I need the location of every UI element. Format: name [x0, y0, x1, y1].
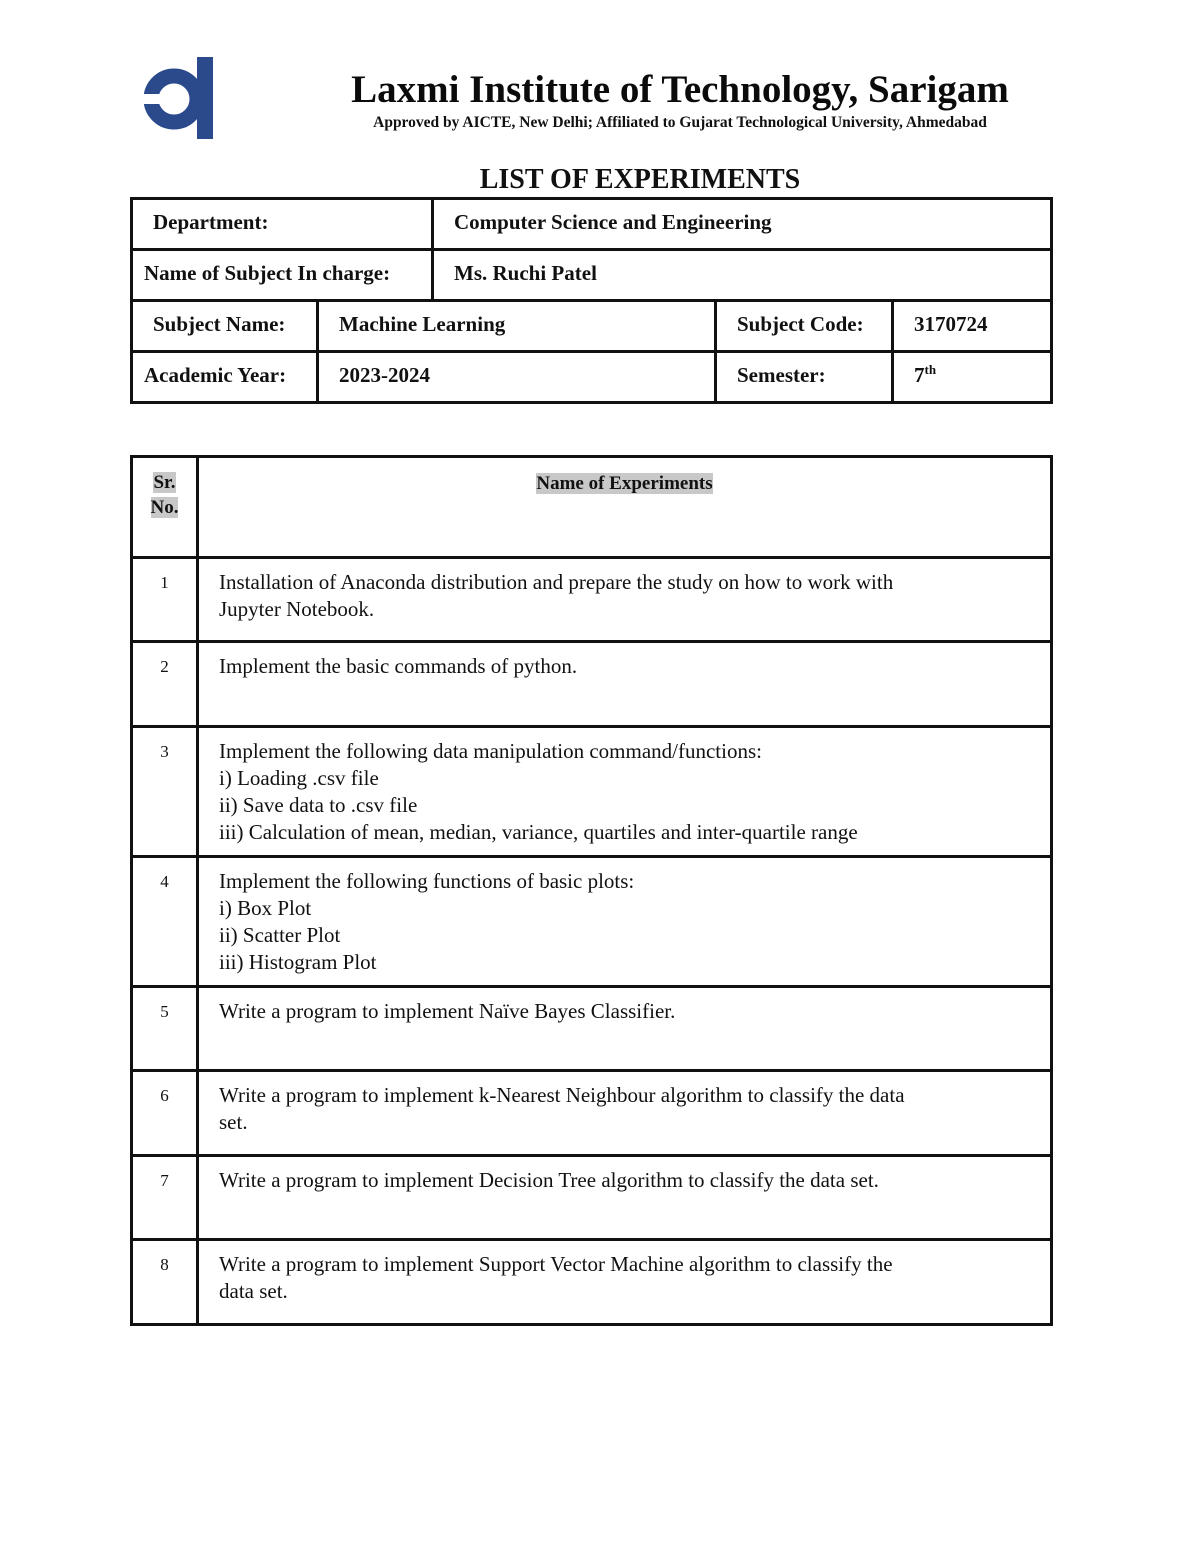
experiment-description [198, 1156, 1052, 1240]
experiment-line: iii) Histogram Plot [219, 950, 377, 974]
experiment-line: data set. [219, 1279, 288, 1303]
subject-code-label: Subject Code: [716, 301, 893, 352]
experiment-line: ii) Save data to .csv file [219, 793, 418, 817]
department-label: Department: [132, 199, 433, 250]
subject-row [132, 301, 1052, 352]
experiment-description [198, 642, 1052, 727]
table-row [132, 857, 1052, 987]
experiment-line: Write a program to implement k-Nearest Neighbour algorithm to classify the data [219, 1083, 905, 1107]
table-row [132, 558, 1052, 642]
experiment-description [198, 558, 1052, 642]
table-row [132, 1240, 1052, 1325]
department-value: Computer Science and Engineering [433, 199, 1052, 250]
subject-name-label: Subject Name: [132, 301, 318, 352]
institute-affiliation: Approved by AICTE, New Delhi; Affiliated to Gujarat Technological University, Ahmedabad [373, 114, 987, 131]
experiment-description [198, 1071, 1052, 1156]
experiment-number: 7 [132, 1156, 198, 1240]
institute-logo [140, 52, 224, 144]
experiment-number: 2 [132, 642, 198, 727]
document-title: LIST OF EXPERIMENTS [479, 164, 801, 195]
experiment-name-header-text: Name of Experiments [536, 473, 713, 494]
sr-no-header-line-1: Sr. [153, 472, 176, 493]
experiment-number: 3 [132, 727, 198, 857]
department-row [132, 199, 1052, 250]
table-row [132, 642, 1052, 727]
experiment-line: set. [219, 1110, 248, 1134]
experiment-line: Jupyter Notebook. [219, 597, 375, 621]
table-row [132, 1156, 1052, 1240]
incharge-label: Name of Subject In charge: [132, 250, 433, 301]
experiment-number: 6 [132, 1071, 198, 1156]
experiment-line: Installation of Anaconda distribution and prepare the study on how to work with [219, 570, 894, 594]
experiment-line: i) Loading .csv file [219, 766, 379, 790]
experiment-line: Implement the following functions of basic plots: [219, 869, 635, 893]
experiment-number: 1 [132, 558, 198, 642]
experiment-line: ii) Scatter Plot [219, 923, 341, 947]
sr-no-header [132, 457, 198, 558]
experiments-header-row [132, 457, 1052, 558]
academic-row [132, 352, 1052, 403]
semester-value [893, 352, 1052, 403]
experiment-number: 8 [132, 1240, 198, 1325]
experiment-description [198, 987, 1052, 1071]
incharge-value: Ms. Ruchi Patel [433, 250, 1052, 301]
course-info-table [130, 197, 1053, 404]
experiment-line: Write a program to implement Support Vector Machine algorithm to classify the [219, 1252, 893, 1276]
academic-year-label: Academic Year: [132, 352, 318, 403]
experiment-line: Implement the basic commands of python. [219, 654, 578, 678]
experiment-line: Write a program to implement Naïve Bayes Classifier. [219, 999, 676, 1023]
table-row [132, 987, 1052, 1071]
incharge-row [132, 250, 1052, 301]
subject-name-value: Machine Learning [318, 301, 716, 352]
semester-label: Semester: [716, 352, 893, 403]
experiment-description [198, 857, 1052, 987]
semester-suffix: th [924, 362, 937, 377]
table-row [132, 1071, 1052, 1156]
academic-year-value: 2023-2024 [318, 352, 716, 403]
experiments-table [130, 455, 1053, 1326]
experiment-number: 4 [132, 857, 198, 987]
experiment-line: Write a program to implement Decision Tree algorithm to classify the data set. [219, 1168, 879, 1192]
experiment-name-header [198, 457, 1052, 558]
experiment-description [198, 727, 1052, 857]
experiment-line: Implement the following data manipulation command/functions: [219, 739, 762, 763]
sr-no-header-line-2: No. [150, 497, 179, 518]
experiment-line: iii) Calculation of mean, median, variance, quartiles and inter-quartile range [219, 820, 858, 844]
experiment-line: i) Box Plot [219, 896, 312, 920]
table-row [132, 727, 1052, 857]
subject-code-value: 3170724 [893, 301, 1052, 352]
semester-number: 7 [914, 363, 925, 387]
experiment-description [198, 1240, 1052, 1325]
experiment-number: 5 [132, 987, 198, 1071]
institute-name: Laxmi Institute of Technology, Sarigam [351, 68, 1009, 111]
